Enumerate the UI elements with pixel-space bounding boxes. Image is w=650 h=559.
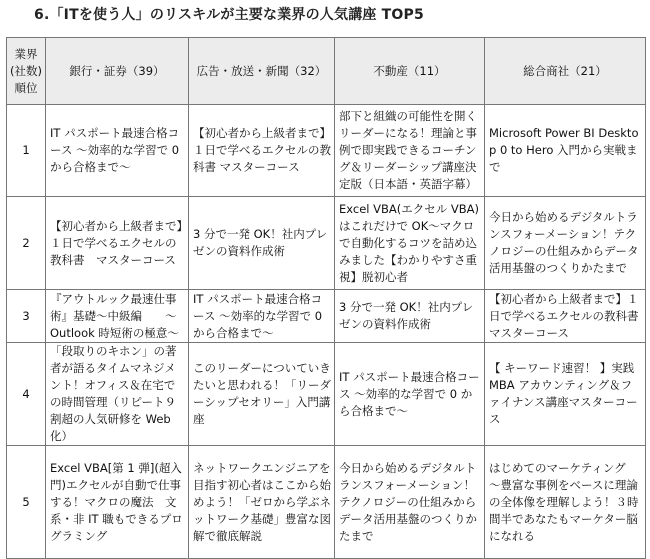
table-row bbox=[7, 343, 646, 446]
course-cell: 今日から始めるデジタルトランスフォーメーション！テクノロジーの仕組みからデータ活用基盤のつくりかたまで bbox=[335, 446, 485, 559]
rank-cell: 5 bbox=[7, 446, 46, 559]
course-cell: 3 分で一発 OK！社内プレゼンの資料作成術 bbox=[335, 290, 485, 343]
course-cell: Excel VBA(エクセル VBA)はこれだけで OK～マクロで自動化するコツを詰め込みました【わかりやすさ重視】脱初心者 bbox=[335, 197, 485, 290]
corner-header: 業界 (社数) 順位 bbox=[7, 38, 46, 105]
table-row bbox=[7, 446, 646, 559]
course-cell: 「段取りのキホン」の著者が語るタイムマネジメント！オフィス＆在宅での時間管理（リピート９割超の人気研修を Web 化） bbox=[46, 343, 189, 446]
course-cell: はじめてのマーケティング ～豊富な事例をベースに理論の全体像を理解しよう！３時間半であなたもマーケター脳になれる bbox=[485, 446, 646, 559]
course-cell: 【初心者から上級者まで】１日で学べるエクセルの教科書 マスターコース bbox=[189, 105, 335, 197]
course-cell: 『アウトルック最速仕事術』基礎～中級編 ～ Outlook 時短術の極意～ bbox=[46, 290, 189, 343]
ranking-table bbox=[6, 37, 646, 559]
header-row bbox=[7, 38, 646, 105]
rank-cell: 3 bbox=[7, 290, 46, 343]
course-cell: 今日から始めるデジタルトランスフォーメーション！テクノロジーの仕組みからデータ活用基盤のつくりかたまで bbox=[485, 197, 646, 290]
course-cell: 【 キーワード速習！ 】実践 MBA アカウンティング＆ファイナンス講座マスターコース bbox=[485, 343, 646, 446]
course-cell: IT パスポート最速合格コース ～効率的な学習で 0 から合格まで～ bbox=[335, 343, 485, 446]
course-cell: ネットワークエンジニアを目指す初心者はここから始めよう！「ゼロから学ぶネットワーク基礎」豊富な図解で徹底解説 bbox=[189, 446, 335, 559]
rank-cell: 4 bbox=[7, 343, 46, 446]
table-row bbox=[7, 197, 646, 290]
rank-cell: 1 bbox=[7, 105, 46, 197]
rank-cell: 2 bbox=[7, 197, 46, 290]
course-cell: 【初心者から上級者まで】１日で学べるエクセルの教科書 マスターコース bbox=[46, 197, 189, 290]
course-cell: このリーダーについていきたいと思われる！「リーダーシップセオリー」入門講座 bbox=[189, 343, 335, 446]
table-row bbox=[7, 105, 646, 197]
table-row bbox=[7, 290, 646, 343]
course-cell: 部下と組織の可能性を開くリーダーになる！理論と事例で即実践できるコーチング＆リーダーシップ講座決定版（日本語・英語字幕） bbox=[335, 105, 485, 197]
page-title: 6.「ITを使う人」のリスキルが主要な業界の人気講座 TOP5 bbox=[34, 7, 424, 23]
course-cell: Excel VBA[第 1 弾](超入門)エクセルが自動で仕事する！マクロの魔法 文系・非 IT 職もできるプログラミング bbox=[46, 446, 189, 559]
course-cell: 3 分で一発 OK！社内プレゼンの資料作成術 bbox=[189, 197, 335, 290]
course-cell: 【初心者から上級者まで】１日で学べるエクセルの教科書 マスターコース bbox=[485, 290, 646, 343]
column-header-real-estate: 不動産（11） bbox=[335, 38, 485, 105]
column-header-trading: 総合商社（21） bbox=[485, 38, 646, 105]
course-cell: IT パスポート最速合格コース ～効率的な学習で 0 から合格まで～ bbox=[46, 105, 189, 197]
course-cell: Microsoft Power BI Desktop 0 to Hero 入門から実戦まで bbox=[485, 105, 646, 197]
column-header-media: 広告・放送・新聞（32） bbox=[189, 38, 335, 105]
column-header-banking: 銀行・証券（39） bbox=[46, 38, 189, 105]
course-cell: IT パスポート最速合格コース ～効率的な学習で 0 から合格まで～ bbox=[189, 290, 335, 343]
